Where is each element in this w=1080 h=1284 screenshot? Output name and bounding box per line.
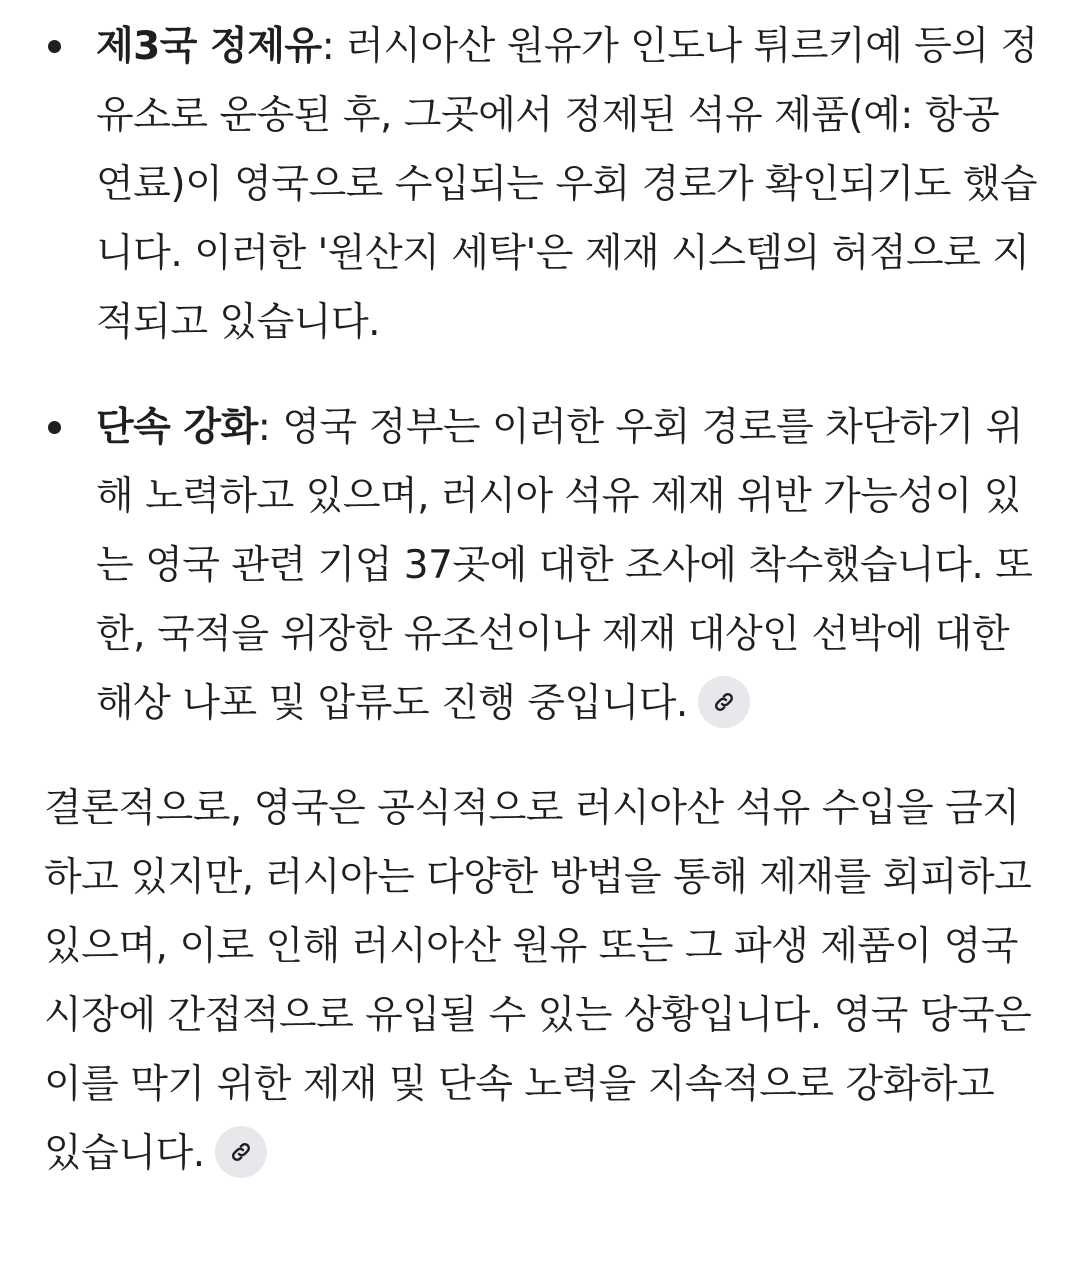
bullet-dot: [48, 40, 61, 53]
bullet-term: 제3국 정제유: [96, 24, 322, 69]
bullet-dot: [48, 421, 61, 434]
bullet-list: [44, 12, 1040, 738]
conclusion-paragraph: [44, 774, 1040, 1188]
bullet-term: 단속 강화: [96, 405, 258, 450]
bullet-item-third-country-refined-oil: [44, 12, 1040, 357]
bullet-text: : 러시아산 원유가 인도나 튀르키예 등의 정유소로 운송된 후, 그곳에서 정제된 석유 제품(예: 항공 연료)이 영국으로 수입되는 우회 경로가 확인되기도 했습니다. 이러한 '원산지 세탁'은 제재 시스템의 허점으로 지적되고 있습니다.: [96, 24, 1038, 345]
source-link-button[interactable]: [215, 1126, 267, 1178]
link-icon: [229, 1140, 253, 1164]
bullet-item-enforcement: [44, 393, 1040, 738]
bullet-text: : 영국 정부는 이러한 우회 경로를 차단하기 위해 노력하고 있으며, 러시아 석유 제재 위반 가능성이 있는 영국 관련 기업 37곳에 대한 조사에 착수했습니다. 또한, 국적을 위장한 유조선이나 제재 대상인 선박에 대한 해상 나포 및 압류도 진행 중입니다.: [96, 405, 1033, 726]
link-icon: [712, 690, 736, 714]
source-link-button[interactable]: [698, 676, 750, 728]
conclusion-text: 결론적으로, 영국은 공식적으로 러시아산 석유 수입을 금지하고 있지만, 러시아는 다양한 방법을 통해 제재를 회피하고 있으며, 이로 인해 러시아산 원유 또는 그 파생 제품이 영국 시장에 간접적으로 유입될 수 있는 상황입니다. 영국 당국은 이를 막기 위한 제재 및 단속 노력을 지속적으로 강화하고 있습니다.: [44, 786, 1032, 1176]
